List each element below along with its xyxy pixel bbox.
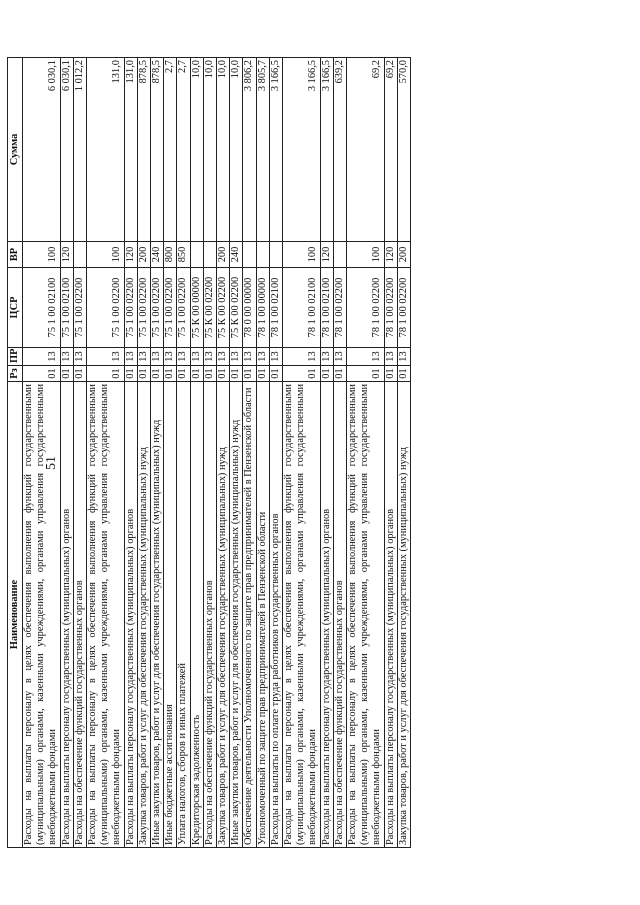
row-vr-cell: 120: [60, 242, 73, 268]
row-sum-cell: 878,5: [151, 58, 164, 242]
row-sum-cell: 1 012,2: [73, 58, 86, 242]
row-sum-cell: 878,5: [137, 58, 150, 242]
row-rz-cell: 01: [73, 366, 86, 382]
row-csr-cell: 78 1 00 02100: [283, 268, 321, 348]
row-pr-cell: 13: [217, 348, 230, 366]
row-name-cell: Расходы на выплаты персоналу в целях обеспечения выполнения функций государственными (муниципальными) органами, казенными учреждениями, органами управления государственными внебюджетными фондами: [87, 382, 125, 848]
row-pr-cell: 13: [124, 348, 137, 366]
row-csr-cell: 75 1 00 02200: [164, 268, 177, 348]
row-rz-cell: 01: [256, 366, 269, 382]
table-header-row: [8, 58, 23, 848]
row-sum-cell: 69,2: [347, 58, 385, 242]
row-pr-cell: 13: [151, 348, 164, 366]
table-row: [151, 58, 164, 848]
row-csr-cell: 75 К 00 00000: [190, 268, 203, 348]
row-csr-cell: 75 1 00 02100: [23, 268, 61, 348]
table-row: [243, 58, 256, 848]
row-vr-cell: 100: [87, 242, 125, 268]
header-pr: ПР: [8, 348, 23, 366]
row-name-cell: Расходы на выплаты персоналу в целях обеспечения выполнения функций государственными (муниципальными) органами, казенными учреждениями, органами управления государственными внебюджетными фондами: [347, 382, 385, 848]
row-csr-cell: 75 1 00 02200: [177, 268, 190, 348]
row-name-cell: Иные закупки товаров, работ и услуг для обеспечения государственных (муниципальных) нужд: [151, 382, 164, 848]
row-pr-cell: 13: [243, 348, 256, 366]
header-name: Наименование: [8, 382, 23, 848]
row-sum-cell: 10,0: [203, 58, 216, 242]
row-vr-cell: 240: [230, 242, 243, 268]
row-pr-cell: 13: [177, 348, 190, 366]
row-name-cell: Закупка товаров, работ и услуг для обеспечения государственных (муниципальных) нужд: [217, 382, 230, 848]
row-rz-cell: 01: [333, 366, 346, 382]
row-sum-cell: 10,0: [190, 58, 203, 242]
row-name-cell: Расходы на выплаты персоналу государственных (муниципальных) органов: [124, 382, 137, 848]
page-number: 51: [44, 456, 59, 470]
table-row: [384, 58, 397, 848]
row-csr-cell: 75 1 00 02200: [124, 268, 137, 348]
row-name-cell: Кредиторская задолженность: [190, 382, 203, 848]
row-rz-cell: 01: [137, 366, 150, 382]
row-name-cell: Уполномоченный по защите прав предпринимателей в Пензенской области: [256, 382, 269, 848]
table-row: [283, 58, 321, 848]
table-row: [397, 58, 410, 848]
row-sum-cell: 131,0: [87, 58, 125, 242]
row-rz-cell: 01: [124, 366, 137, 382]
row-name-cell: Расходы на обеспечение функций государственных органов: [333, 382, 346, 848]
row-vr-cell: 240: [151, 242, 164, 268]
row-csr-cell: 78 1 00 02200: [397, 268, 410, 348]
header-rz: Рз: [8, 366, 23, 382]
table-row: [190, 58, 203, 848]
row-sum-cell: 6 030,1: [60, 58, 73, 242]
row-pr-cell: 13: [73, 348, 86, 366]
row-pr-cell: 13: [203, 348, 216, 366]
row-vr-cell: [203, 242, 216, 268]
budget-table: [7, 57, 411, 848]
table-row: [87, 58, 125, 848]
row-vr-cell: 120: [320, 242, 333, 268]
rotated-budget-table-container: [7, 58, 527, 848]
row-sum-cell: 2,7: [164, 58, 177, 242]
row-pr-cell: 13: [23, 348, 61, 366]
row-sum-cell: 3 166,5: [283, 58, 321, 242]
table-row: [269, 58, 282, 848]
row-rz-cell: 01: [23, 366, 61, 382]
row-vr-cell: 100: [23, 242, 61, 268]
row-name-cell: Иные закупки товаров, работ и услуг для обеспечения государственных (муниципальных) нужд: [230, 382, 243, 848]
row-name-cell: Расходы на выплаты персоналу в целях обеспечения выполнения функций государственными (муниципальными) органами, казенными учреждениями, органами управления государственными внебюджетными фондами: [23, 382, 61, 848]
table-row: [137, 58, 150, 848]
row-name-cell: Расходы на обеспечение функций государственных органов: [73, 382, 86, 848]
row-vr-cell: 200: [137, 242, 150, 268]
table-row: [164, 58, 177, 848]
row-pr-cell: 13: [190, 348, 203, 366]
header-csr: ЦСР: [8, 268, 23, 348]
row-pr-cell: 13: [320, 348, 333, 366]
row-vr-cell: 200: [217, 242, 230, 268]
row-sum-cell: 639,2: [333, 58, 346, 242]
row-pr-cell: 13: [269, 348, 282, 366]
row-pr-cell: 13: [397, 348, 410, 366]
row-csr-cell: 75 К 00 02200: [217, 268, 230, 348]
row-vr-cell: 120: [124, 242, 137, 268]
table-row: [177, 58, 190, 848]
row-sum-cell: 2,7: [177, 58, 190, 242]
row-csr-cell: 75 1 00 02200: [137, 268, 150, 348]
row-rz-cell: 01: [384, 366, 397, 382]
row-vr-cell: 120: [384, 242, 397, 268]
row-sum-cell: 10,0: [217, 58, 230, 242]
table-row: [230, 58, 243, 848]
row-sum-cell: 570,0: [397, 58, 410, 242]
row-rz-cell: 01: [230, 366, 243, 382]
row-csr-cell: 78 1 00 02200: [333, 268, 346, 348]
row-rz-cell: 01: [217, 366, 230, 382]
table-row: [347, 58, 385, 848]
row-sum-cell: 3 805,7: [256, 58, 269, 242]
row-vr-cell: 100: [347, 242, 385, 268]
row-csr-cell: 78 1 00 02200: [384, 268, 397, 348]
row-pr-cell: 13: [333, 348, 346, 366]
row-name-cell: Расходы на выплаты персоналу государственных (муниципальных) органов: [320, 382, 333, 848]
row-csr-cell: 78 0 00 00000: [243, 268, 256, 348]
table-row: [23, 58, 61, 848]
row-rz-cell: 01: [320, 366, 333, 382]
row-rz-cell: 01: [87, 366, 125, 382]
row-rz-cell: 01: [190, 366, 203, 382]
row-sum-cell: 3 166,5: [269, 58, 282, 242]
row-pr-cell: 13: [87, 348, 125, 366]
row-csr-cell: 78 1 00 00000: [256, 268, 269, 348]
row-rz-cell: 01: [60, 366, 73, 382]
row-sum-cell: 69,2: [384, 58, 397, 242]
row-vr-cell: 800: [164, 242, 177, 268]
row-csr-cell: 75 К 00 02200: [230, 268, 243, 348]
row-csr-cell: 78 1 00 02200: [347, 268, 385, 348]
row-rz-cell: 01: [347, 366, 385, 382]
row-name-cell: Закупка товаров, работ и услуг для обеспечения государственных (муниципальных) нужд: [397, 382, 410, 848]
row-vr-cell: [269, 242, 282, 268]
row-rz-cell: 01: [283, 366, 321, 382]
table-row: [217, 58, 230, 848]
row-pr-cell: 13: [164, 348, 177, 366]
row-csr-cell: 75 1 00 02200: [151, 268, 164, 348]
row-pr-cell: 13: [384, 348, 397, 366]
row-pr-cell: 13: [283, 348, 321, 366]
row-name-cell: Обеспечение деятельности Уполномоченного по защите прав предпринимателей в Пензенской области: [243, 382, 256, 848]
row-rz-cell: 01: [203, 366, 216, 382]
row-vr-cell: 100: [283, 242, 321, 268]
table-body: [23, 58, 411, 848]
row-rz-cell: 01: [243, 366, 256, 382]
row-sum-cell: 3 166,5: [320, 58, 333, 242]
row-vr-cell: [256, 242, 269, 268]
row-pr-cell: 13: [256, 348, 269, 366]
row-rz-cell: 01: [177, 366, 190, 382]
row-csr-cell: 75 К 00 02200: [203, 268, 216, 348]
row-sum-cell: 3 806,2: [243, 58, 256, 242]
header-vr: ВР: [8, 242, 23, 268]
table-row: [60, 58, 73, 848]
row-csr-cell: 78 1 00 02100: [320, 268, 333, 348]
row-name-cell: Расходы на выплаты персоналу государственных (муниципальных) органов: [60, 382, 73, 848]
row-name-cell: Расходы на выплаты персоналу в целях обеспечения выполнения функций государственными (муниципальными) органами, казенными учреждениями, органами управления государственными внебюджетными фондами: [283, 382, 321, 848]
table-row: [73, 58, 86, 848]
row-vr-cell: [73, 242, 86, 268]
row-name-cell: Расходы на выплаты персоналу государственных (муниципальных) органов: [384, 382, 397, 848]
row-rz-cell: 01: [397, 366, 410, 382]
row-vr-cell: 200: [397, 242, 410, 268]
table-row: [320, 58, 333, 848]
table-row: [333, 58, 346, 848]
row-rz-cell: 01: [164, 366, 177, 382]
row-name-cell: Уплата налогов, сборов и иных платежей: [177, 382, 190, 848]
row-csr-cell: 75 1 00 02100: [60, 268, 73, 348]
row-vr-cell: [333, 242, 346, 268]
row-csr-cell: 75 1 00 02200: [87, 268, 125, 348]
row-name-cell: Закупка товаров, работ и услуг для обеспечения государственных (муниципальных) нужд: [137, 382, 150, 848]
row-rz-cell: 01: [269, 366, 282, 382]
header-sum: Сумма: [8, 58, 23, 242]
row-rz-cell: 01: [151, 366, 164, 382]
row-sum-cell: 6 030,1: [23, 58, 61, 242]
row-csr-cell: 75 1 00 02200: [73, 268, 86, 348]
table-row: [203, 58, 216, 848]
row-csr-cell: 78 1 00 02100: [269, 268, 282, 348]
row-name-cell: Расходы на выплаты по оплате труда работников государственных органов: [269, 382, 282, 848]
row-pr-cell: 13: [60, 348, 73, 366]
row-sum-cell: 131,0: [124, 58, 137, 242]
row-vr-cell: [190, 242, 203, 268]
table-row: [124, 58, 137, 848]
row-sum-cell: 10,0: [230, 58, 243, 242]
row-pr-cell: 13: [230, 348, 243, 366]
row-name-cell: Иные бюджетные ассигнования: [164, 382, 177, 848]
row-vr-cell: 850: [177, 242, 190, 268]
row-pr-cell: 13: [137, 348, 150, 366]
row-vr-cell: [243, 242, 256, 268]
row-name-cell: Расходы на обеспечение функций государственных органов: [203, 382, 216, 848]
row-pr-cell: 13: [347, 348, 385, 366]
table-row: [256, 58, 269, 848]
